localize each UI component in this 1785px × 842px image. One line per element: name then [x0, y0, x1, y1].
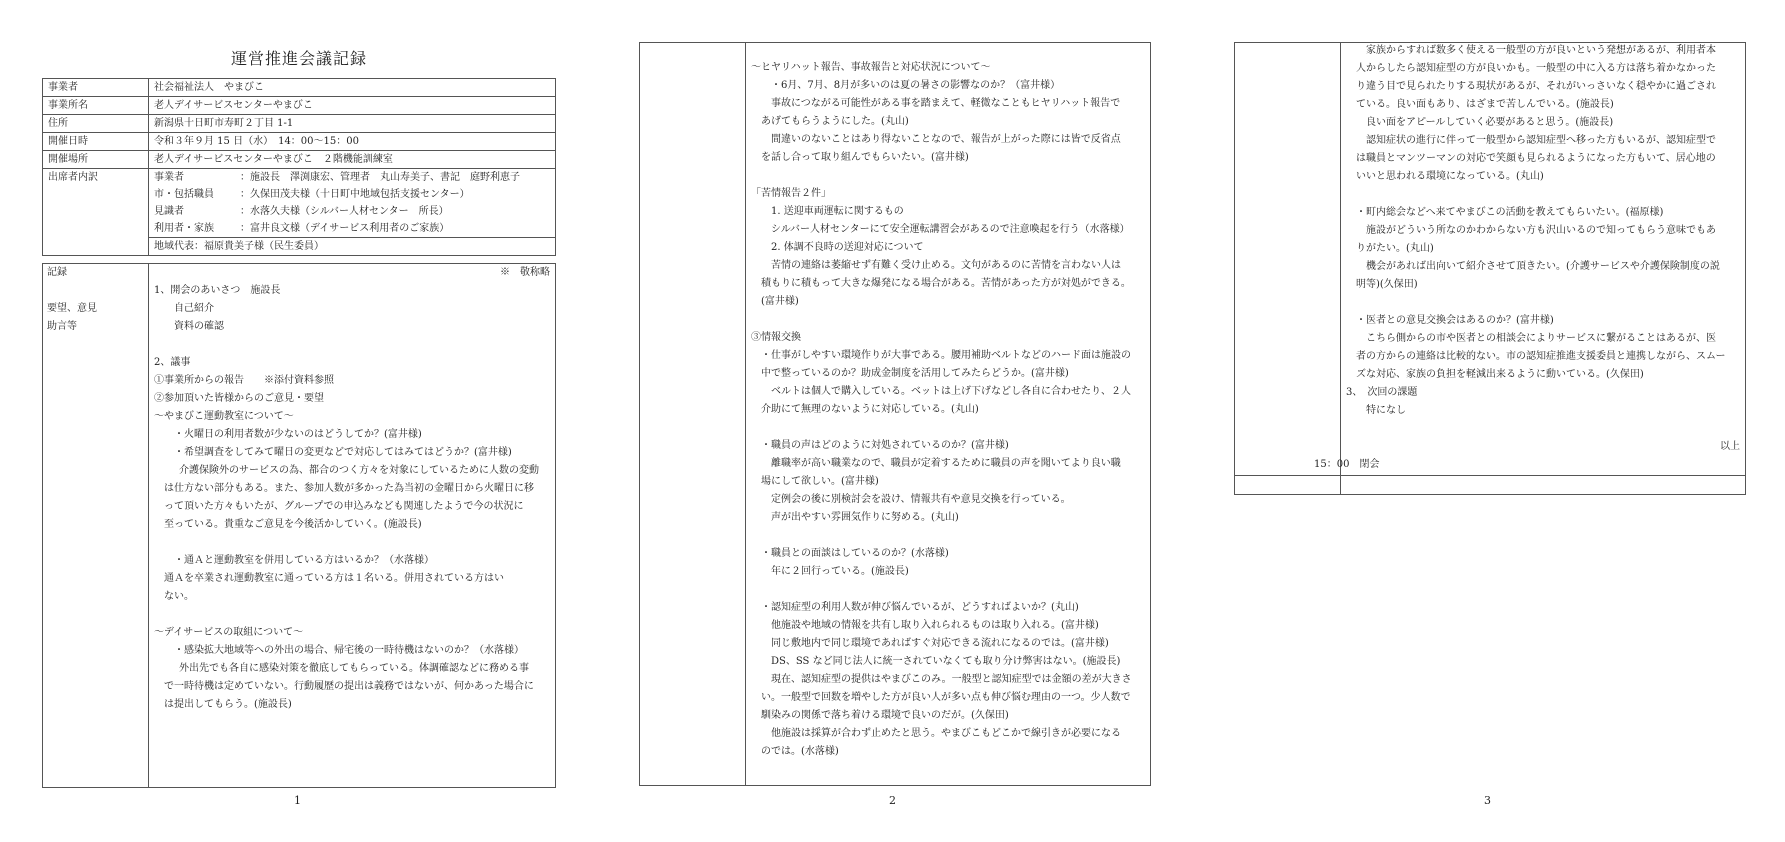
record-line: 離職率が高い職業なので、職員が定着するために職員の声を聞いてより良い職: [771, 458, 1121, 469]
info-value: 老人デイサービスセンターやまびこ: [149, 97, 556, 115]
record-line: 特になし: [1366, 405, 1406, 416]
record-line: り違う目で見られたりする現状があるが、それがいっさいなく穏やかに過ごされ: [1356, 81, 1716, 92]
record-line: ・医者との意見交換会はあるのか？(富井様): [1356, 315, 1554, 326]
info-value: 社会福祉法人 やまびこ: [149, 79, 556, 97]
record-line: 他施設は採算が合わず止めたと思う。やまびこもどこかで線引きが必要になる: [771, 728, 1121, 739]
record-line: ・6月、7月、8月が多いのは夏の暑さの影響なのか？（富井様）: [771, 80, 1061, 91]
record-line: を話し合って取り組んでもらいたい。(富井様): [761, 152, 969, 163]
info-row: [43, 151, 556, 169]
record-line: こちら側からの市や医者との相談会によりサービスに繋がることはあるが、医: [1366, 333, 1716, 344]
record-line: は職員とマンツーマンの対応で笑顔も見られるようになった方もいて、居心地の: [1356, 153, 1716, 164]
info-table: [42, 78, 556, 256]
record-line: 自己紹介: [174, 303, 214, 314]
record-body: [1346, 42, 1740, 456]
record-line: シルバー人材センターにて安全運転講習会があるので注意喚起を行う（水落様）: [771, 224, 1130, 235]
record-line: い。一般型で回数を増やした方が良い人が多い点も伸び悩む理由の一つ。少人数で: [761, 692, 1131, 703]
record-line: 現在、認知症型の提供はやまびこのみ。一般型と認知症型では金額の差が大きさ: [771, 674, 1132, 685]
attendee-names: ：水落久夫様（シルバー人材センター 所長）: [240, 206, 449, 217]
page-2: [595, 0, 1190, 842]
record-line: は仕方ない部分もある。また、参加人数が多かった為当初の金曜日から火曜日に移: [164, 483, 534, 494]
record-line: 認知症状の進行に伴って一般型から認知症型へ移った方もいるが、認知症型で: [1366, 135, 1716, 146]
record-line: 1、開会のあいさつ 施設長: [154, 285, 281, 296]
record-line: 「苦情報告２件」: [751, 188, 831, 199]
info-value: 令和３年９月 15 日（水） 14：00〜15：00: [149, 133, 556, 151]
info-value: 老人デイサービスセンターやまびこ ２階機能訓練室: [149, 151, 556, 169]
record-line: 通Ａを卒業され運動教室に通っている方は１名いる。併用されている方はい: [164, 573, 504, 584]
record-body: [751, 59, 1145, 761]
record-line: 外出先でも各自に感染対策を徹底してもらっている。体調確認などに務める事: [179, 663, 529, 674]
page-3: [1190, 0, 1785, 842]
attendee-role: 市・包括職員: [154, 189, 214, 200]
advice-label: 助言等: [47, 321, 77, 332]
record-line: 他施設や地域の情報を共有し取り入れられるものは取り入れる。(富井様): [771, 620, 1099, 631]
spacer: [154, 336, 550, 354]
spacer: [1346, 186, 1740, 204]
attendee-names: ：富井良文様（デイサービス利用者のご家族）: [240, 223, 450, 234]
attendee: [154, 186, 550, 203]
record-line: 3、 次回の課題: [1346, 387, 1418, 398]
record-line: ③情報交換: [751, 332, 801, 343]
page-number: 2: [889, 794, 896, 807]
record-line: って頂いた方々もいたが、グループでの申込みなども関連したようで今の状況に: [164, 501, 524, 512]
page-title: 運営推進会議記録: [230, 49, 367, 68]
attendee-role: 利用者・家族: [154, 223, 214, 234]
record-line: りがたい。(丸山): [1356, 243, 1434, 254]
record-line: ている。良い面もあり、はざまで苦しんでいる。(施設長): [1356, 99, 1614, 110]
record-label: 記録: [47, 267, 67, 278]
record-line: は提出してもらう。(施設長): [164, 699, 292, 710]
info-label: 事業者: [43, 79, 149, 97]
record-line: 機会があれば出向いて紹介させて頂きたい。(介護サービスや介護保険制度の説: [1366, 261, 1720, 272]
attendee-names: ：久保田茂夫様（十日町中地域包括支援センター）: [240, 189, 470, 200]
info-row: [43, 133, 556, 151]
spacer: [751, 167, 1145, 185]
spacer: [154, 534, 550, 552]
attendee: [154, 220, 550, 237]
spacer: [1346, 294, 1740, 312]
record-line: DS、SS など同じ法人に統一されていなくても取り分け弊害はない。(施設長): [771, 656, 1121, 667]
record-line: のでは。(水落様): [761, 746, 839, 757]
info-row: [43, 97, 556, 115]
closing-word: 以上: [1720, 441, 1740, 452]
record-line: あげてもらうようにした。(丸山): [761, 116, 909, 127]
info-label: 事業所名: [43, 97, 149, 115]
attendee: [154, 169, 550, 186]
record-line: いいと思われる環境になっている。(丸山): [1356, 171, 1544, 182]
record-line: ・職員の声はどのように対処されているのか？(富井様): [761, 440, 1009, 451]
record-line: 人からしたら認知症型の方が良いかも。一般型の中に入る方は落ち着かなかった: [1356, 63, 1716, 74]
info-label: 開催場所: [43, 151, 149, 169]
record-line: 馴染みの関係で落ち着ける環境で良いのだが。(久保田): [761, 710, 1009, 721]
record-line: ①事業所からの報告 ※添付資料参照: [154, 375, 334, 386]
page-1: [0, 0, 595, 842]
record-line: ズな対応、家族の負担を軽減出来るように動いている。(久保田): [1356, 369, 1644, 380]
spacer: [154, 606, 550, 624]
record-line: 年に２回行っている。(施設長): [771, 566, 909, 577]
record-line: 2. 体調不良時の送迎対応について: [771, 242, 924, 253]
record-line: 資料の確認: [174, 321, 224, 332]
record-line: ・火曜日の利用者数が少ないのはどうしてか？(富井様): [174, 429, 422, 440]
record-line: ベルトは個人で購入している。ベットは上げ下げなどし各自に合わせたり、２人: [771, 386, 1131, 397]
record-line: 介護保険外のサービスの為、都合のつく方々を対象にしているために人数の変動: [179, 465, 539, 476]
record-line: ・町内総会などへ来てやまびこの活動を教えてもらいたい。(福原様): [1356, 207, 1664, 218]
record-line: ・仕事がしやすい環境作りが大事である。腰用補助ベルトなどのハード面は施設の: [761, 350, 1131, 361]
record-line: で一時待機は定めていない。行動履歴の提出は義務ではないが、何かあった場合に: [164, 681, 534, 692]
honorific-note: ※ 敬称略: [500, 267, 550, 278]
record-line: ない。: [164, 591, 194, 602]
info-value: 新潟県十日町市寿町２丁目 1-1: [149, 115, 556, 133]
record-line: 〜ヒヤリハット報告、事故報告と対応状況について〜: [751, 62, 991, 73]
attendees-label: 出席者内訳: [43, 169, 149, 256]
attendee-names: ：施設長 澤渕康宏、管理者 丸山寿美子、書記 庭野利恵子: [240, 172, 520, 183]
attendee-role: 見識者: [154, 206, 184, 217]
page-number: 1: [294, 794, 301, 807]
record-line: 2、議事: [154, 357, 191, 368]
record-body: [154, 264, 550, 714]
record-line: 場にして欲しい。(富井様): [761, 476, 879, 487]
record-line: 間違いのないことはあり得ないことなので、報告が上がった際には皆で反省点: [771, 134, 1121, 145]
record-line: 家族からすれば数多く使える一般型の方が良いという発想があるが、利用者本: [1366, 45, 1716, 56]
record-line: (富井様): [761, 296, 799, 307]
record-line: 中で整っているのか？助成金制度を活用してみたらどうか。(富井様): [761, 368, 1069, 379]
spacer: [751, 527, 1145, 545]
record-line: ・通Ａと運動教室を併用している方はいるか？（水落様）: [174, 555, 434, 566]
spacer: [751, 311, 1145, 329]
record-line: 〜やまびこ運動教室について〜: [154, 411, 294, 422]
record-line: ・感染拡大地域等への外出の場合、帰宅後の一時待機はないのか？（水落様）: [174, 645, 524, 656]
spacer: [751, 581, 1145, 599]
info-label: 住所: [43, 115, 149, 133]
attendees-list: [149, 169, 556, 238]
record-line: 苦情の連絡は萎縮せず有難く受け止める。文句があるのに苦情を言わない人は: [771, 260, 1121, 271]
attendee: [154, 203, 550, 220]
attendee-role: 事業者: [154, 172, 184, 183]
record-line: ②参加頂いた皆様からのご意見・要望: [154, 393, 324, 404]
spacer: [751, 419, 1145, 437]
record-line: 同じ敷地内で同じ環境であればすぐ対応できる流れになるのでは。(富井様): [771, 638, 1109, 649]
record-line: 明等)(久保田): [1356, 279, 1418, 290]
record-line: 施設がどういう所なのかわからない方も沢山いるので知ってもらう意味でもあ: [1366, 225, 1716, 236]
requests-label: 要望、意見: [47, 303, 97, 314]
record-line: 声が出やすい雰囲気作りに努める。(丸山): [771, 512, 959, 523]
record-line: 定例会の後に別検討会を設け、情報共有や意見交換を行っている。: [771, 494, 1071, 505]
record-line: ・認知症型の利用人数が伸び悩んでいるが、どうすればよいか？(丸山): [761, 602, 1079, 613]
page-number: 3: [1484, 794, 1491, 807]
record-line: ・希望調査をしてみて曜日の変更などで対応してはみてはどうか？(富井様): [174, 447, 512, 458]
record-line: 1. 送迎車両運転に関するもの: [771, 206, 904, 217]
info-row: [43, 115, 556, 133]
record-line: 者の方からの連絡は比較的ない。市の認知症推進支援委員と連携しながら、スムー: [1356, 351, 1726, 362]
record-line: 〜デイサービスの取組について〜: [154, 627, 304, 638]
record-line: 至っている。貴重なご意見を今後活かしていく。(施設長): [164, 519, 422, 530]
regional-rep: 地域代表：福原貴美子様（民生委員）: [149, 238, 556, 256]
record-line: 介助にて無理のないように対応している。(丸山): [761, 404, 979, 415]
adjourn: 15：00 閉会: [1314, 459, 1380, 470]
record-line: 事故につながる可能性がある事を踏まえて、軽微なこともヒヤリハット報告で: [771, 98, 1121, 109]
record-line: 良い面をアピールしていく必要があると思う。(施設長): [1366, 117, 1614, 128]
record-line: ・職員との面談はしているのか？(水落様): [761, 548, 949, 559]
info-label: 開催日時: [43, 133, 149, 151]
info-row: [43, 79, 556, 97]
record-line: 積もりに積もって大きな爆発になる場合がある。苦情があった方が対処ができる。: [761, 278, 1131, 289]
